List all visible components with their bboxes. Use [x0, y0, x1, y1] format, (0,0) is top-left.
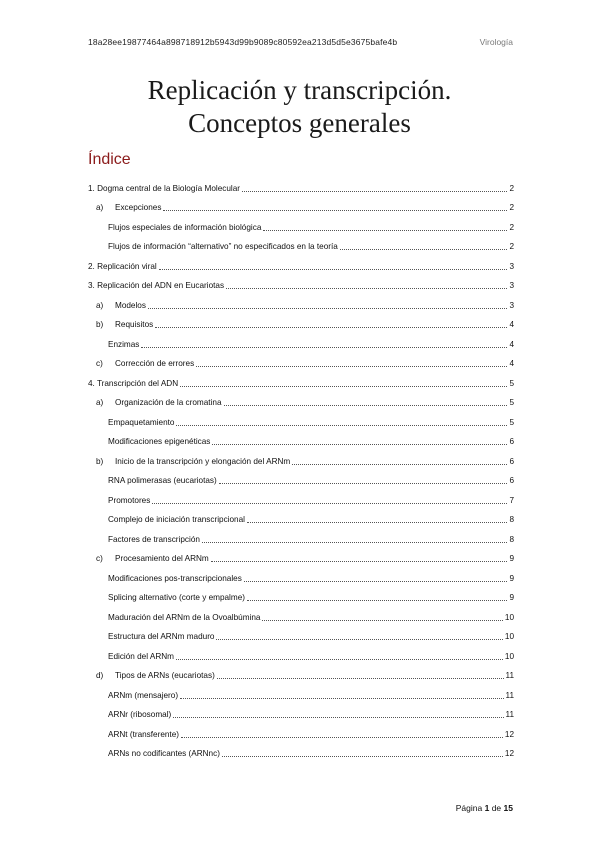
- toc-entry-page: 4: [509, 339, 514, 349]
- toc-entry-label: ARNr (ribosomal): [108, 710, 172, 719]
- toc-entry[interactable]: [88, 564, 514, 584]
- toc-entry-prefix: b): [96, 456, 104, 466]
- toc-entry-page: 5: [509, 398, 514, 407]
- toc-entry-text: [96, 398, 222, 408]
- toc-entry-label: Flujos de información “alternativo” no especificados en la teoría: [108, 242, 338, 251]
- toc-entry[interactable]: [88, 740, 514, 760]
- toc-leader-dots: [262, 619, 502, 621]
- toc-entry-label: 1. Dogma central de la Biología Molecular: [88, 183, 241, 193]
- toc-entry-prefix: a): [96, 300, 104, 310]
- toc-entry-label: Inicio de la transcripción y elongación del ARNm: [115, 456, 291, 466]
- page-footer: [456, 803, 513, 813]
- toc-entry-label: Splicing alternativo (corte y empalme): [108, 593, 245, 602]
- toc-entry[interactable]: [88, 233, 514, 253]
- footer-page-label: Página: [455, 803, 483, 813]
- toc-entry-text: [96, 359, 194, 369]
- toc-entry-text: [108, 652, 174, 662]
- toc-entry-text: [108, 593, 245, 603]
- toc-entry-label: ARNm (mensajero): [108, 690, 179, 700]
- toc-leader-dots: [219, 482, 508, 484]
- toc-entry-label: Factores de transcripción: [108, 534, 200, 544]
- title-line-2: Conceptos generales: [188, 108, 411, 138]
- toc-entry-page: 8: [509, 534, 514, 544]
- toc-entry-text: [96, 457, 290, 467]
- footer-current-page: 1: [484, 803, 490, 813]
- toc-entry[interactable]: [88, 311, 514, 331]
- toc-leader-dots: [224, 404, 508, 406]
- toc-entry-text: [108, 749, 220, 759]
- toc-entry[interactable]: [88, 369, 514, 389]
- toc-entry[interactable]: [88, 408, 514, 428]
- toc-entry-page: 8: [509, 515, 514, 524]
- toc-entry-label: Requisitos: [115, 320, 154, 329]
- toc-entry[interactable]: [88, 603, 514, 623]
- toc-entry-prefix: c): [96, 554, 103, 563]
- toc-entry[interactable]: [88, 252, 514, 272]
- toc-entry-page: 4: [509, 320, 514, 329]
- toc-entry[interactable]: [88, 623, 514, 643]
- toc-entry-label: Edición del ARNm: [108, 651, 174, 661]
- toc-entry-text: [108, 496, 150, 506]
- toc-entry[interactable]: [88, 506, 514, 526]
- toc-entry-text: [88, 184, 240, 194]
- toc-entry-page: 12: [504, 729, 514, 739]
- toc-entry-page: 10: [504, 632, 514, 641]
- toc-entry-label: 2. Replicación viral: [88, 261, 157, 271]
- toc-entry-page: 7: [509, 495, 514, 505]
- toc-entry-text: [108, 418, 174, 428]
- toc-entry-page: 10: [504, 651, 514, 661]
- toc-entry-page: 3: [509, 281, 514, 290]
- document-title: [0, 74, 599, 140]
- toc-entry-page: 11: [505, 671, 514, 680]
- toc-entry-prefix: a): [96, 203, 104, 212]
- footer-total-pages: 15: [503, 803, 513, 813]
- toc-entry-label: Excepciones: [115, 203, 162, 212]
- toc-leader-dots: [292, 463, 507, 465]
- toc-entry-label: Promotores: [108, 495, 151, 505]
- toc-entry-label: Estructura del ARNm maduro: [108, 632, 215, 641]
- toc-leader-dots: [217, 677, 504, 679]
- toc-entry-text: [96, 203, 161, 213]
- title-line-1: Replicación y transcripción.: [147, 75, 452, 105]
- toc-entry-text: [108, 613, 260, 623]
- toc-leader-dots: [163, 209, 507, 211]
- toc-entry-text: [108, 340, 139, 350]
- toc-entry-text: [108, 730, 179, 740]
- toc-entry-prefix: c): [96, 359, 103, 368]
- toc-entry-label: Procesamiento del ARNm: [115, 554, 209, 563]
- toc-entry-label: Maduración del ARNm de la Ovoalbúmina: [108, 612, 261, 622]
- toc-entry-text: [108, 574, 242, 584]
- toc-leader-dots: [202, 541, 508, 543]
- toc-entry[interactable]: [88, 428, 514, 448]
- toc-leader-dots: [141, 346, 507, 348]
- toc-leader-dots: [222, 755, 503, 757]
- toc-entry-prefix: b): [96, 320, 104, 329]
- toc-leader-dots: [180, 697, 503, 699]
- toc-entry-page: 9: [509, 573, 514, 583]
- toc-entry-label: Modificaciones pos-transcripcionales: [108, 573, 242, 583]
- toc-entry[interactable]: [88, 174, 514, 194]
- toc-leader-dots: [152, 502, 507, 504]
- toc-entry-text: [108, 691, 178, 701]
- toc-leader-dots: [159, 268, 508, 270]
- toc-entry[interactable]: [88, 642, 514, 662]
- toc-entry[interactable]: [88, 486, 514, 506]
- toc-entry-text: [88, 281, 224, 291]
- toc-entry[interactable]: [88, 584, 514, 604]
- toc-entry[interactable]: [88, 291, 514, 311]
- toc-entry-page: 9: [509, 593, 514, 602]
- toc-entry-prefix: a): [96, 398, 104, 407]
- document-hash: 18a28ee19877464a898718912b5943d99b9089c80592ea213d5d5e3675bafe4b: [88, 37, 398, 47]
- toc-entry-text: [108, 632, 214, 642]
- toc-entry-text: [108, 476, 217, 486]
- toc-entry-label: ARNt (transferente): [108, 729, 179, 739]
- toc-entry[interactable]: [88, 194, 514, 214]
- toc-entry[interactable]: [88, 272, 514, 292]
- toc-entry-page: 3: [509, 261, 514, 271]
- toc-entry-text: [108, 710, 171, 720]
- toc-entry-page: 2: [509, 222, 514, 232]
- toc-entry-page: 5: [509, 417, 514, 427]
- toc-entry[interactable]: [88, 467, 514, 487]
- toc-leader-dots: [263, 229, 507, 231]
- toc-entry-page: 2: [509, 242, 514, 251]
- toc-leader-dots: [247, 521, 507, 523]
- toc-entry-text: [108, 242, 338, 252]
- toc-leader-dots: [216, 638, 502, 640]
- toc-entry-label: Organización de la cromatina: [115, 398, 222, 407]
- toc-leader-dots: [173, 716, 503, 718]
- toc-leader-dots: [180, 385, 507, 387]
- toc-entry[interactable]: [88, 545, 514, 565]
- toc-entry-page: 6: [509, 437, 514, 446]
- page-header: [88, 37, 513, 47]
- toc-entry-page: 12: [504, 749, 514, 758]
- toc-leader-dots: [242, 190, 507, 192]
- toc-entry[interactable]: [88, 701, 514, 721]
- toc-leader-dots: [176, 424, 507, 426]
- toc-leader-dots: [244, 580, 508, 582]
- subject-label: Virología: [479, 37, 513, 47]
- table-of-contents: [88, 174, 514, 759]
- toc-leader-dots: [211, 560, 508, 562]
- toc-entry-page: 9: [509, 554, 514, 563]
- toc-entry-page: 11: [505, 710, 514, 719]
- toc-entry[interactable]: [88, 350, 514, 370]
- toc-entry-page: 2: [509, 203, 514, 212]
- toc-entry-label: Modificaciones epigenéticas: [108, 437, 211, 446]
- toc-leader-dots: [247, 599, 507, 601]
- toc-entry-label: Tipos de ARNs (eucariotas): [115, 671, 215, 680]
- toc-entry-text: [108, 535, 200, 545]
- toc-entry[interactable]: [88, 330, 514, 350]
- toc-entry-prefix: d): [96, 671, 104, 680]
- toc-entry-page: 6: [509, 476, 514, 485]
- toc-entry-label: Flujos especiales de información biológica: [108, 222, 262, 232]
- toc-entry-label: Empaquetamiento: [108, 417, 175, 427]
- toc-entry-text: [96, 671, 215, 681]
- toc-entry-label: Corrección de errores: [115, 359, 195, 368]
- toc-leader-dots: [212, 443, 507, 445]
- toc-entry-page: 10: [504, 612, 514, 622]
- toc-entry[interactable]: [88, 662, 514, 682]
- toc-leader-dots: [340, 248, 508, 250]
- toc-entry-page: 2: [509, 183, 514, 193]
- toc-entry[interactable]: [88, 447, 514, 467]
- toc-leader-dots: [181, 736, 503, 738]
- toc-leader-dots: [155, 326, 507, 328]
- toc-entry-page: 4: [509, 359, 514, 368]
- toc-entry-label: Complejo de iniciación transcripcional: [108, 515, 245, 524]
- toc-entry-page: 3: [509, 300, 514, 310]
- toc-entry-text: [88, 262, 157, 272]
- toc-entry-label: 4. Transcripción del ADN: [88, 378, 179, 388]
- toc-leader-dots: [226, 287, 507, 289]
- toc-heading: Índice: [88, 151, 131, 168]
- toc-entry-label: Modelos: [115, 300, 146, 310]
- toc-entry-text: [96, 320, 153, 330]
- toc-entry[interactable]: [88, 525, 514, 545]
- toc-leader-dots: [196, 365, 507, 367]
- toc-entry-label: ARNs no codificantes (ARNnc): [108, 749, 220, 758]
- toc-entry-label: RNA polimerasas (eucariotas): [108, 476, 217, 485]
- footer-of-label: de: [491, 803, 502, 813]
- toc-leader-dots: [148, 307, 507, 309]
- toc-entry-label: 3. Replicación del ADN en Eucariotas: [88, 281, 225, 290]
- toc-entry[interactable]: [88, 720, 514, 740]
- toc-entry-text: [108, 515, 245, 525]
- toc-leader-dots: [176, 658, 503, 660]
- toc-entry[interactable]: [88, 213, 514, 233]
- toc-entry-text: [108, 437, 210, 447]
- toc-entry-text: [88, 379, 178, 389]
- toc-entry-page: 11: [505, 690, 514, 700]
- toc-entry-label: Enzimas: [108, 339, 140, 349]
- toc-entry[interactable]: [88, 681, 514, 701]
- toc-entry-page: 6: [509, 456, 514, 466]
- toc-entry-text: [96, 554, 209, 564]
- toc-entry-page: 5: [509, 378, 514, 388]
- toc-entry-text: [108, 223, 261, 233]
- toc-entry-text: [96, 301, 146, 311]
- toc-entry[interactable]: [88, 389, 514, 409]
